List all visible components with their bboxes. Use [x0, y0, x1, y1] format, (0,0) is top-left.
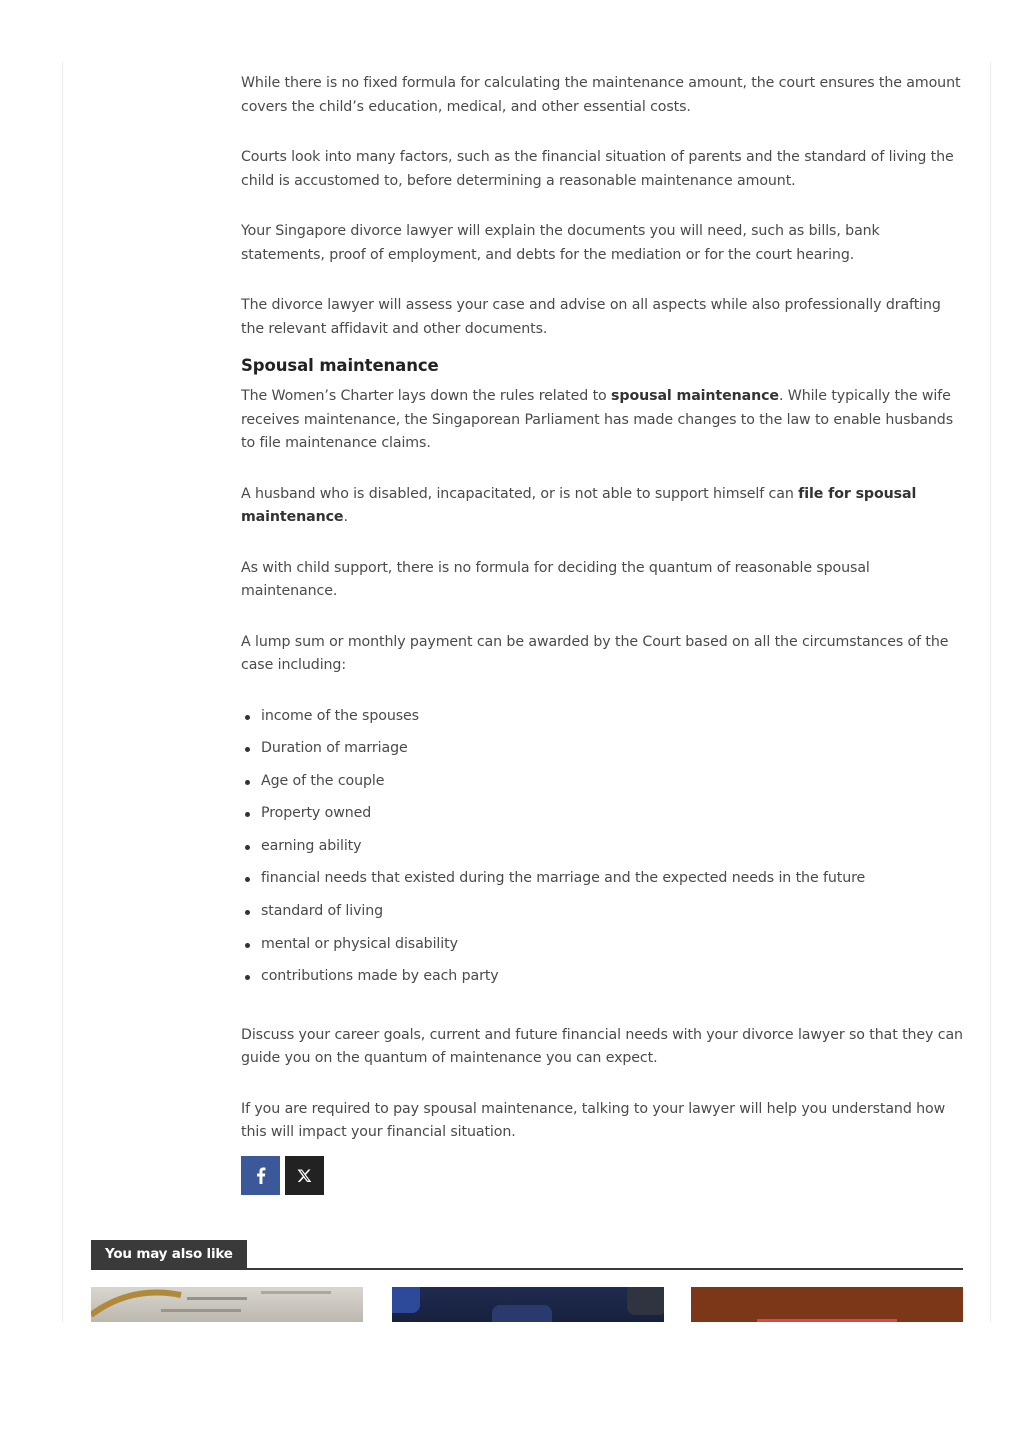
article-body	[241, 72, 965, 1172]
related-post-thumbnail[interactable]	[91, 1287, 363, 1322]
list-item: financial needs that existed during the marriage and the expected needs in the future	[261, 867, 965, 900]
list-item: mental or physical disability	[261, 933, 965, 966]
text: . While typically the wife receives maintenance, the Singaporean Parliament has made changes to the law to enable husbands to file maintenance claims.	[241, 388, 953, 451]
x-share-button[interactable]	[285, 1156, 324, 1195]
list-item: Age of the couple	[261, 770, 965, 803]
paragraph: As with child support, there is no formula for deciding the quantum of reasonable spousal maintenance.	[241, 559, 870, 599]
magnifier-document-image	[91, 1287, 363, 1322]
facebook-icon	[256, 1167, 266, 1184]
spousal-maintenance-link[interactable]: spousal maintenance	[611, 388, 779, 404]
related-posts-title: You may also like	[91, 1240, 247, 1268]
paragraph	[241, 385, 965, 456]
list-item: earning ability	[261, 835, 965, 868]
text: The Women’s Charter lays down the rules related to	[241, 388, 612, 404]
x-icon	[297, 1168, 312, 1183]
social-apps-image	[392, 1287, 664, 1322]
list-item: Property owned	[261, 802, 965, 835]
list-item: income of the spouses	[261, 705, 965, 738]
paragraph: The divorce lawyer will assess your case and advise on all aspects while also professionally drafting the relevant affidavit and other documents.	[241, 297, 941, 337]
list-item: contributions made by each party	[261, 965, 965, 998]
paragraph: A lump sum or monthly payment can be awarded by the Court based on all the circumstances of the case including:	[241, 633, 949, 673]
share-buttons	[241, 1156, 324, 1195]
paragraph: Discuss your career goals, current and future financial needs with your divorce lawyer so that they can guide you on the quantum of maintenance you can expect.	[241, 1026, 963, 1067]
facebook-share-button[interactable]	[241, 1156, 280, 1195]
related-post-thumbnail[interactable]	[392, 1287, 664, 1322]
list-item: standard of living	[261, 900, 965, 933]
text: A husband who is disabled, incapacitated, or is not able to support himself can	[241, 485, 799, 502]
factors-list	[241, 705, 965, 998]
related-posts-header	[91, 1240, 963, 1270]
list-item: Duration of marriage	[261, 737, 965, 770]
text: .	[343, 509, 348, 525]
paragraph: While there is no fixed formula for calculating the maintenance amount, the court ensures the amount covers the child’s education, medical, and other essential costs.	[241, 75, 961, 115]
paragraph: If you are required to pay spousal maintenance, talking to your lawyer will help you understand how this will impact your financial situation.	[241, 1100, 946, 1141]
paragraph	[241, 483, 965, 530]
section-heading-spousal-maintenance: Spousal maintenance	[241, 356, 439, 375]
related-post-thumbnail[interactable]	[691, 1287, 963, 1322]
paragraph: Your Singapore divorce lawyer will explain the documents you will need, such as bills, bank statements, proof of employment, and debts for the mediation or for the court hearing.	[241, 223, 880, 263]
file-spousal-maintenance-link[interactable]: file for spousal maintenance	[241, 485, 917, 525]
paragraph: Courts look into many factors, such as the financial situation of parents and the standard of living the child is accustomed to, before determining a reasonable maintenance amount.	[241, 149, 954, 189]
related-post-image	[691, 1287, 963, 1322]
